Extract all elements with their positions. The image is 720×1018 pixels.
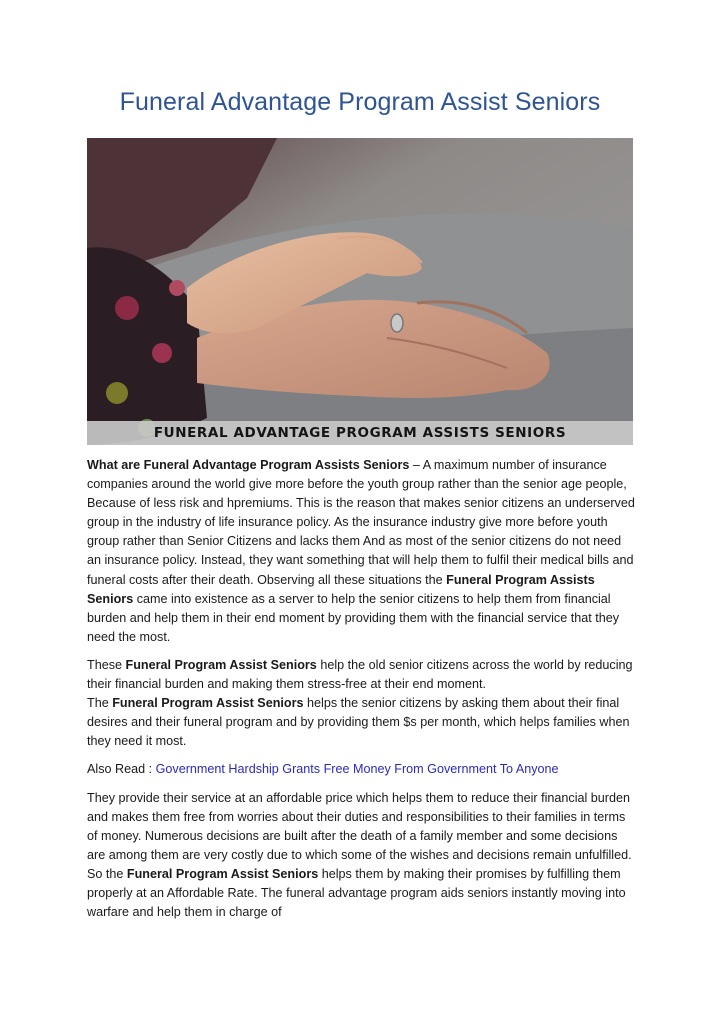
also-read	[87, 760, 635, 779]
page-title: Funeral Advantage Program Assist Seniors	[119, 88, 601, 116]
paragraph-help	[87, 656, 635, 751]
article-body	[87, 456, 635, 931]
body-text: help the old senior citizens across the world by reducing their financial burden and making them stress-free at their end moment.	[87, 657, 633, 692]
bold-text: Funeral Program Assist Seniors	[126, 866, 319, 881]
body-text: helps them by making their promises by fulfilling them properly at an Affordable Rate. The funeral advantage program aids seniors instantly moving into warfare and help them in charge of	[87, 866, 626, 920]
body-text: These	[87, 657, 126, 672]
paragraph-intro	[87, 456, 635, 647]
body-text: came into existence as a server to help the senior citizens to help them from financial burden and help them in their end moment by providing them with the financial service that they need the most.	[87, 591, 620, 644]
hero-image	[87, 138, 633, 445]
bold-text: What are Funeral Advantage Program Assists Seniors	[87, 458, 410, 472]
body-text: – A maximum number of insurance companies around the world give more before the youth group rather than the senior age people, Because of less risk and hpremiums. This is the reason that makes senior citizens an underserved group in the industry of life insurance policy. As the insurance industry give more before youth group rather than Senior Citizens and lacks them And as most of the senior citizens do not need an insurance policy. Instead, they want something that will help them to fulfil their medical bills and funeral costs after their death. Observing all these situations the	[87, 458, 635, 587]
body-text: The	[87, 696, 113, 711]
hands-photo	[87, 138, 633, 445]
image-banner: FUNERAL ADVANTAGE PROGRAM ASSISTS SENIORS	[87, 421, 633, 445]
bold-text: Funeral Program Assist Seniors	[125, 657, 317, 672]
body-text: helps the senior citizens by asking them about their final desires and their funeral program and by providing them $s per month, which helps families when they need it most.	[87, 696, 630, 749]
also-read-label: Also Read :	[87, 762, 156, 777]
body-text: They provide their service at an affordable price which helps them to reduce their financial burden and makes them free from worries about their duties and responsibilities to their families in terms of money. Numerous decisions are built after the death of a family member and some decisions are among them are very costly due to which some of the wishes and decisions remain unfulfilled. So the	[87, 790, 632, 881]
bold-text: Funeral Program Assist Seniors	[112, 696, 304, 711]
also-read-link[interactable]: Government Hardship Grants Free Money From Government To Anyone	[155, 762, 559, 777]
bold-text: Funeral Program Assists Seniors	[87, 572, 595, 606]
paragraph-service	[87, 789, 635, 923]
